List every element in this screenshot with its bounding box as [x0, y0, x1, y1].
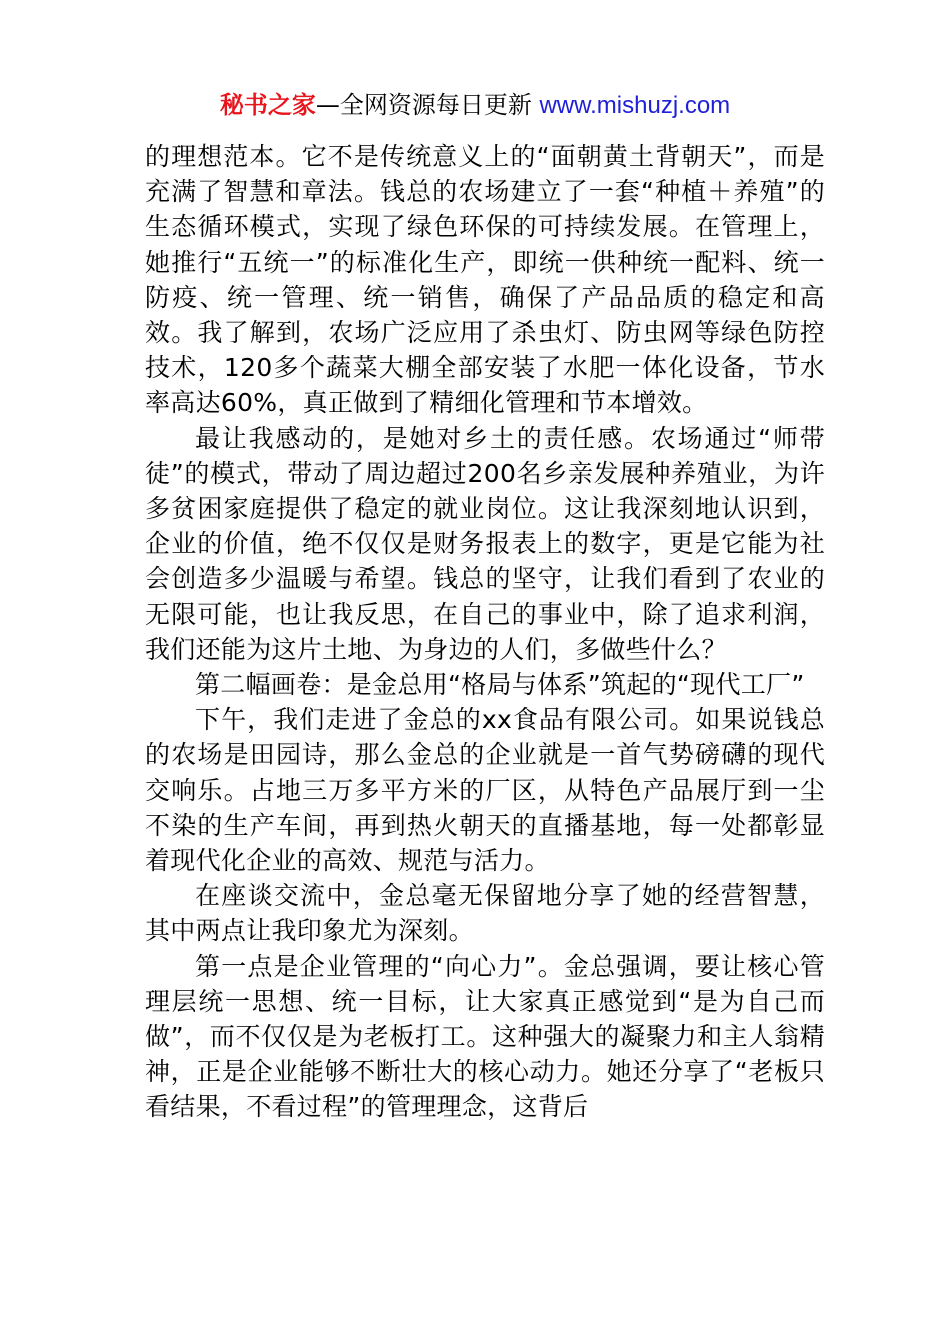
page-header — [0, 90, 950, 121]
document-body — [145, 139, 825, 1125]
paragraph-farm-model: 的理想范本。它不是传统意义上的“面朝黄土背朝天”，而是充满了智慧和章法。钱总的农场建立了一套“种植＋养殖”的生态循环模式，实现了绿色环保的可持续发展。在管理上，她推行“五统一”的标准化生产，即统一供种统一配料、统一防疫、统一管理、统一销售，确保了产品品质的稳定和高效。我了解到，农场广泛应用了杀虫灯、防虫网等绿色防控技术，120多个蔬菜大棚全部安装了水肥一体化设备，节水率高达60%，真正做到了精细化管理和节本增效。 — [145, 142, 825, 418]
paragraph-responsibility: 最让我感动的，是她对乡土的责任感。农场通过“师带徒”的模式，带动了周边超过200名乡亲发展种养殖业，为许多贫困家庭提供了稳定的就业岗位。这让我深刻地认识到，企业的价值，绝不仅仅是财务报表上的数字，更是它能为社会创造多少温暖与希望。钱总的坚守，让我们看到了农业的无限可能，也让我反思，在自己的事业中，除了追求利润，我们还能为这片土地、为身边的人们，多做些什么？ — [145, 423, 825, 664]
paragraph-discussion: 在座谈交流中，金总毫无保留地分享了她的经营智慧，其中两点让我印象尤为深刻。 — [145, 881, 825, 946]
section-heading-second-scroll: 第二幅画卷：是金总用“格局与体系”筑起的“现代工厂” — [195, 670, 805, 700]
brand-name: 秘书之家 — [219, 91, 316, 119]
header-slogan: —全网资源每日更新 — [315, 91, 540, 119]
paragraph-cohesion: 第一点是企业管理的“向心力”。金总强调，要让核心管理层统一思想、统一目标，让大家真正感觉到“是为自己而做”，而不仅仅是为老板打工。这种强大的凝聚力和主人翁精神，正是企业能够不断壮大的核心动力。她还分享了“老板只看结果，不看过程”的管理理念，这背后 — [145, 951, 825, 1122]
site-url-link[interactable]: www.mishuzj.com — [539, 92, 731, 119]
paragraph-factory-visit: 下午，我们走进了金总的xx食品有限公司。如果说钱总的农场是田园诗，那么金总的企业就是一首气势磅礴的现代交响乐。占地三万多平方米的厂区，从特色产品展厅到一尘不染的生产车间，再到热火朝天的直播基地，每一处都彰显着现代化企业的高效、规范与活力。 — [145, 705, 825, 876]
